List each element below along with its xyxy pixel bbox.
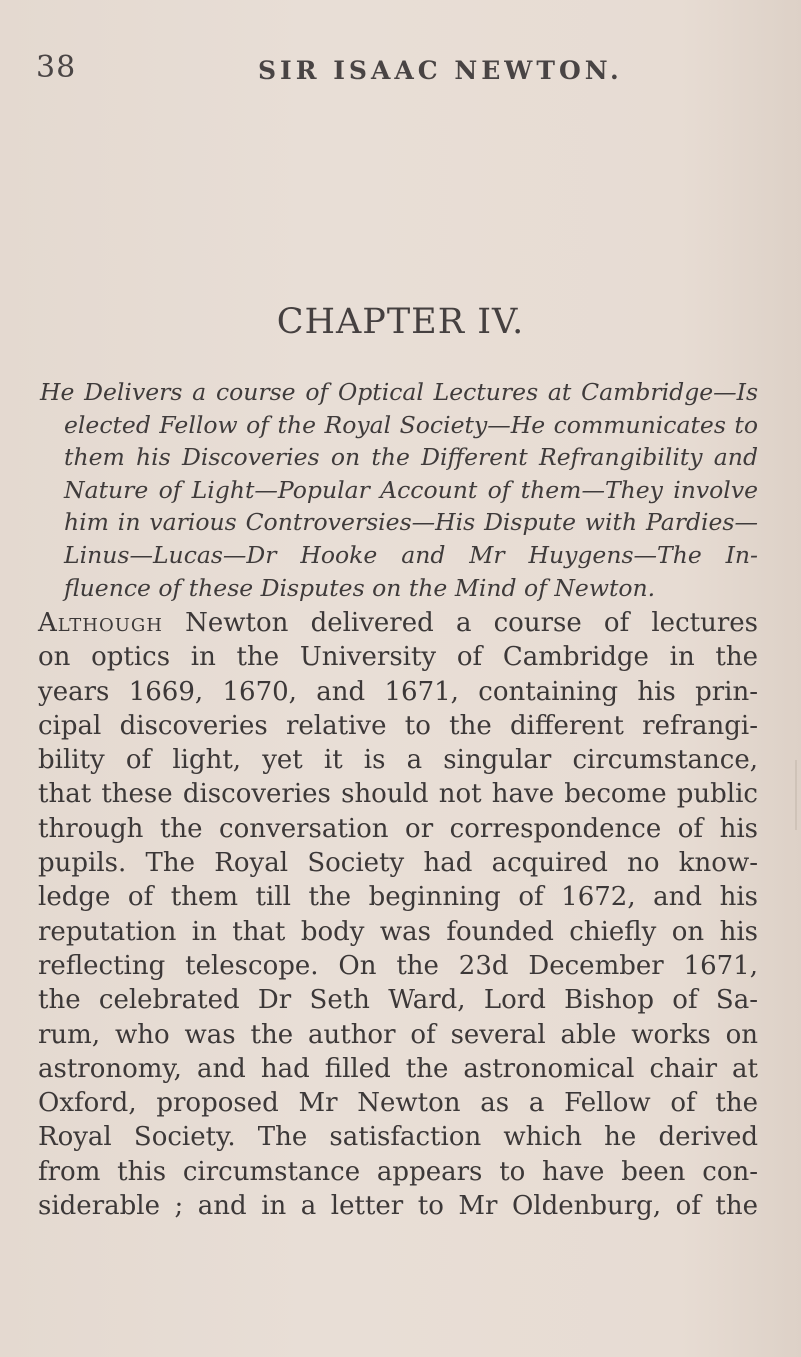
body-line-first <box>38 606 758 640</box>
body-line: astronomy, and had filled the astronomical chair at <box>38 1053 758 1084</box>
body-line: siderable ; and in a letter to Mr Oldenburg, of the <box>38 1191 758 1222</box>
chapter-title: CHAPTER IV. <box>276 302 525 342</box>
summary-line: He Delivers a course of Optical Lectures at Cambridge—Is <box>40 378 758 406</box>
summary-line: elected Fellow of the Royal Society—He communicates to <box>64 410 758 439</box>
summary-line: Linus—Lucas—Dr Hooke and Mr Huygens—The In- <box>64 540 758 569</box>
body-line: on optics in the University of Cambridge in the <box>38 642 758 673</box>
page-number: 38 <box>36 50 77 85</box>
body-line: through the conversation or correspondence of his <box>38 813 758 844</box>
opening-word: Although <box>38 608 163 638</box>
body-paragraph <box>38 606 758 1223</box>
body-line: Royal Society. The satisfaction which he derived <box>38 1122 758 1153</box>
chapter-summary <box>40 376 758 604</box>
body-line: reflecting telescope. On the 23d December 1671, <box>38 950 758 981</box>
body-line: the celebrated Dr Seth Ward, Lord Bishop of Sa- <box>38 985 758 1016</box>
body-line: bility of light, yet it is a singular circumstance, <box>38 745 758 776</box>
margin-mark <box>795 760 797 830</box>
body-line: Oxford, proposed Mr Newton as a Fellow of the <box>38 1088 758 1119</box>
body-line: from this circumstance appears to have been con- <box>38 1156 758 1187</box>
body-line: cipal discoveries relative to the different refrangi- <box>38 710 758 741</box>
summary-line: him in various Controversies—His Dispute with Pardies— <box>64 508 758 537</box>
body-line: pupils. The Royal Society had acquired no know- <box>38 848 758 879</box>
running-head: SIR ISAAC NEWTON. <box>258 56 623 85</box>
page-header <box>0 50 801 90</box>
body-line: rum, who was the author of several able works on <box>38 1019 758 1050</box>
body-line: years 1669, 1670, and 1671, containing his prin- <box>38 676 758 707</box>
summary-line: fluence of these Disputes on the Mind of Newton. <box>64 573 656 602</box>
body-line: ledge of them till the beginning of 1672, and his <box>38 882 758 913</box>
summary-line: them his Discoveries on the Different Refrangibility and <box>64 443 758 472</box>
first-line-text: Newton delivered a course of lectures <box>162 608 758 638</box>
body-line: that these discoveries should not have become public <box>38 779 758 810</box>
body-line: reputation in that body was founded chiefly on his <box>38 916 758 947</box>
summary-line: Nature of Light—Popular Account of them—They involve <box>64 475 758 504</box>
